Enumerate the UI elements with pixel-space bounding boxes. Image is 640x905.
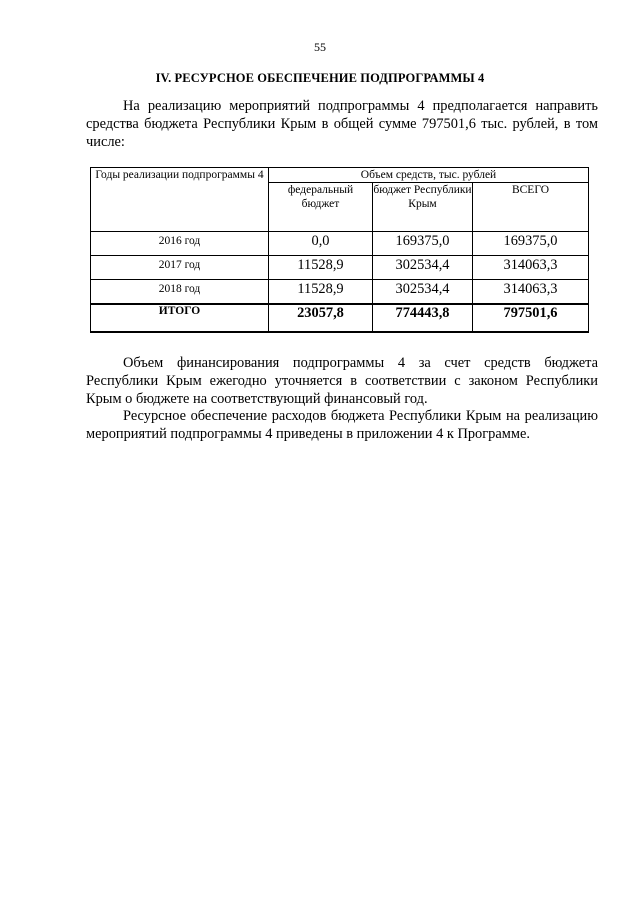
table-total-row bbox=[91, 304, 589, 332]
row-total: 314063,3 bbox=[473, 256, 589, 280]
header-federal-budget: федеральный бюджет bbox=[269, 183, 373, 232]
page-number: 55 bbox=[314, 40, 326, 54]
header-total: ВСЕГО bbox=[473, 183, 589, 232]
table-row bbox=[91, 256, 589, 280]
financing-note-paragraph: Объем финансирования подпрограммы 4 за счет средств бюджета Республики Крым ежегодно уточняется в соответствии с законом Республики Крым о бюджете на соответствующий финансовый год. bbox=[86, 355, 598, 407]
header-crimea-budget: бюджет Республики Крым bbox=[373, 183, 473, 232]
table-row bbox=[91, 232, 589, 256]
row-crimea: 169375,0 bbox=[373, 232, 473, 256]
row-year: 2018 год bbox=[91, 280, 269, 304]
total-label: ИТОГО bbox=[91, 304, 269, 332]
header-funding-volume: Объем средств, тыс. рублей bbox=[269, 168, 589, 183]
row-total: 314063,3 bbox=[473, 280, 589, 304]
total-sum: 797501,6 bbox=[473, 304, 589, 332]
funding-table bbox=[90, 167, 589, 333]
intro-paragraph: На реализацию мероприятий подпрограммы 4 предполагается направить средства бюджета Республики Крым в общей сумме 797501,6 тыс. рублей, в том числе: bbox=[86, 98, 598, 150]
table-row bbox=[91, 280, 589, 304]
row-crimea: 302534,4 bbox=[373, 280, 473, 304]
header-years: Годы реализации подпрограммы 4 bbox=[91, 168, 269, 232]
total-crimea: 774443,8 bbox=[373, 304, 473, 332]
row-federal: 0,0 bbox=[269, 232, 373, 256]
row-total: 169375,0 bbox=[473, 232, 589, 256]
appendix-reference-paragraph: Ресурсное обеспечение расходов бюджета Республики Крым на реализацию мероприятий подпрограммы 4 приведены в приложении 4 к Программе. bbox=[86, 408, 598, 442]
row-year: 2017 год bbox=[91, 256, 269, 280]
table-header-row bbox=[91, 168, 589, 183]
row-crimea: 302534,4 bbox=[373, 256, 473, 280]
total-federal: 23057,8 bbox=[269, 304, 373, 332]
row-federal: 11528,9 bbox=[269, 256, 373, 280]
section-title: IV. РЕСУРСНОЕ ОБЕСПЕЧЕНИЕ ПОДПРОГРАММЫ 4 bbox=[155, 71, 485, 85]
row-year: 2016 год bbox=[91, 232, 269, 256]
row-federal: 11528,9 bbox=[269, 280, 373, 304]
